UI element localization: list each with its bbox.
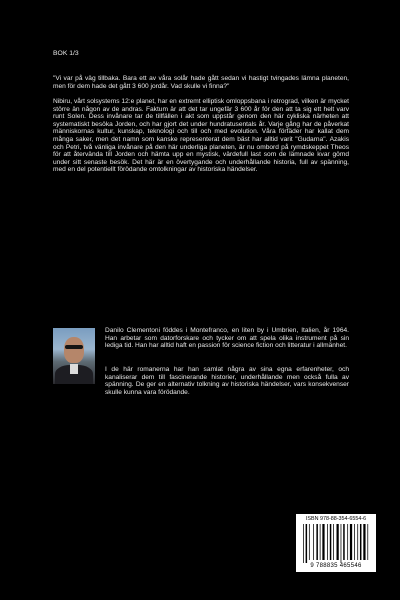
author-bio: Danilo Clementoni föddes i Montefranco, en liten by i Umbrien, Italien, år 1964. Han arbetar som datorforskare och tycker om att spela olika instrument på sin lediga tid. Han har alltid haft en passion för science fiction och litteratur i allmänhet. (105, 327, 349, 350)
barcode-digits: 9 788835 465546 (310, 563, 362, 569)
book-number: BOK 1/3 (53, 50, 79, 57)
author-photo (53, 328, 95, 384)
back-cover-quote: "Vi var på väg tillbaka. Bara ett av våra solår hade gått sedan vi hastigt tvingades lämna planeten, men för dem hade det gått 3 600 jordår. Vad skulle vi finna?" (53, 75, 349, 90)
author-description: I de här romanerna har han samlat några av sina egna erfarenheter, och kanaliserar dem till fascinerande historier, underhållande men också fulla av spänning. De ger en alternativ tolkning av historiska händelser, vars konsekvenser skulle kunna vara förödande. (105, 366, 349, 396)
barcode-bars (302, 524, 370, 563)
isbn-text: ISBN 978-88-354-6554-6 (305, 516, 367, 522)
isbn-barcode (296, 514, 376, 572)
synopsis-text: Nibiru, vårt solsystems 12:e planet, har en extremt elliptisk omloppsbana i retrograd, vilken är mycket större än någon av de andras. Faktum är att det tar ungefär 3 600 år för den att ta sig ett helt varv runt Solen. Dess invånare tar de tillfällen i akt som uppstår genom den här cykliska närheten att systematiskt besöka Jorden, och har gjort det under hundratusentals år. Varje gång har de påverkat människornas kultur, kunskap, teknologi och till och med evolution. Våra förfäder har kallat dem många saker, men det namn som kanske representerat dem bäst har alltid varit "Gudarna". Azakis och Petri, två vänliga invånare på den här underliga planeten, är nu ombord på rymdskeppet Theos för att återvända till Jorden och hämta upp en mystisk, värdefull last som de lämnade kvar gömd under sitt senaste besök. Det här är en övertygande och underhållande historia, full av spänning, med en del potentiellt förödande omtolkningar av historiska händelser. (53, 98, 349, 174)
